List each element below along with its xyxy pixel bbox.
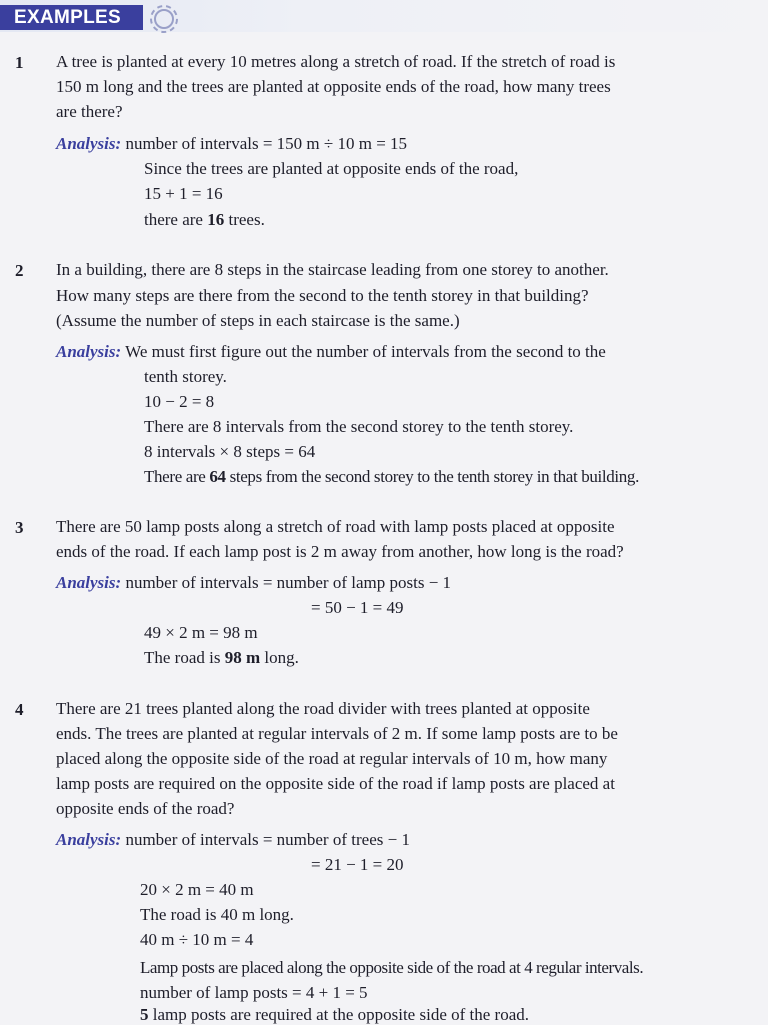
analysis-line: Analysis: We must first figure out the number of intervals from the second to the xyxy=(56,342,606,361)
example-number: 4 xyxy=(15,700,24,719)
work-line: = 50 − 1 = 49 xyxy=(311,598,404,617)
work-line: The road is 40 m long. xyxy=(140,905,294,924)
work-line: 20 × 2 m = 40 m xyxy=(140,880,254,899)
example-number: 1 xyxy=(15,53,24,72)
work-line: Since the trees are planted at opposite ends of the road, xyxy=(144,159,519,178)
example-number: 3 xyxy=(15,518,24,537)
work-line: 49 × 2 m = 98 m xyxy=(144,623,258,642)
work-line: tenth storey. xyxy=(144,367,227,386)
section-title: EXAMPLES xyxy=(0,5,143,30)
answer-line: 5 lamp posts are required at the opposite side of the road. xyxy=(140,1005,529,1024)
analysis-line: Analysis: number of intervals = 150 m ÷ 10 m = 15 xyxy=(56,134,408,153)
question-line: There are 50 lamp posts along a stretch of road with lamp posts placed at opposite xyxy=(56,517,615,536)
answer-line: there are 16 trees. xyxy=(144,210,265,229)
question-line: A tree is planted at every 10 metres along a stretch of road. If the stretch of road is xyxy=(56,52,616,71)
work-line: number of lamp posts = 4 + 1 = 5 xyxy=(140,983,368,1002)
answer-line: There are 64 steps from the second storey to the tenth storey in that building. xyxy=(144,467,639,486)
work-line: 40 m ÷ 10 m = 4 xyxy=(140,930,254,949)
question-line: There are 21 trees planted along the road divider with trees planted at opposite xyxy=(56,699,590,718)
gear-icon xyxy=(140,0,188,48)
answer-line: The road is 98 m long. xyxy=(144,648,299,667)
question-line: In a building, there are 8 steps in the staircase leading from one storey to another. xyxy=(56,260,609,279)
question-line: are there? xyxy=(56,102,123,121)
analysis-line: Analysis: number of intervals = number of trees − 1 xyxy=(56,830,410,849)
work-line: 15 + 1 = 16 xyxy=(144,184,223,203)
work-line: = 21 − 1 = 20 xyxy=(311,855,404,874)
work-line: There are 8 intervals from the second storey to the tenth storey. xyxy=(144,417,574,436)
analysis-line: Analysis: number of intervals = number of lamp posts − 1 xyxy=(56,573,452,592)
question-line: ends of the road. If each lamp post is 2 m away from another, how long is the road? xyxy=(56,542,624,561)
question-line: ends. The trees are planted at regular intervals of 2 m. If some lamp posts are to be xyxy=(56,724,618,743)
work-line: 8 intervals × 8 steps = 64 xyxy=(144,442,316,461)
question-line: How many steps are there from the second to the tenth storey in that building? xyxy=(56,286,589,305)
question-line: lamp posts are required on the opposite side of the road if lamp posts are placed at xyxy=(56,774,615,793)
question-line: (Assume the number of steps in each staircase is the same.) xyxy=(56,311,460,330)
work-line: 10 − 2 = 8 xyxy=(144,392,215,411)
analysis-label: Analysis xyxy=(56,134,116,153)
work-line: Lamp posts are placed along the opposite side of the road at 4 regular intervals. xyxy=(140,958,644,977)
question-line: placed along the opposite side of the road at regular intervals of 10 m, how many xyxy=(56,749,608,768)
question-line: opposite ends of the road? xyxy=(56,799,235,818)
question-line: 150 m long and the trees are planted at opposite ends of the road, how many trees xyxy=(56,77,611,96)
example-number: 2 xyxy=(15,261,24,280)
